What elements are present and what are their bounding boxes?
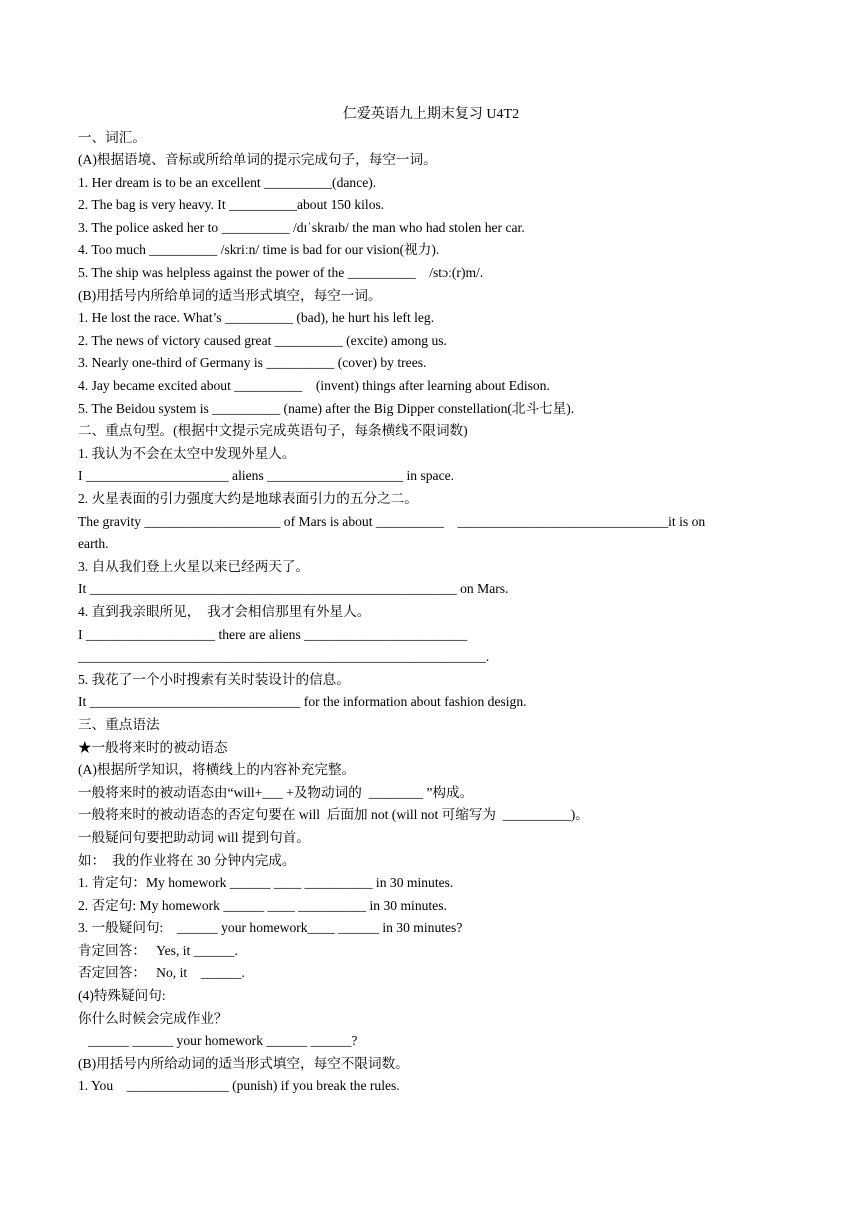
worksheet-line: 5. 我花了一个小时搜索有关时装设计的信息。 [78, 671, 350, 687]
worksheet-line: It ______________________________________________________ on Mars. [78, 581, 509, 597]
worksheet-line: 肯定回答： Yes, it ______. [78, 942, 238, 958]
worksheet-line: I ___________________ there are aliens ________________________ [78, 626, 468, 642]
worksheet-line: ______ ______ your homework ______ ______? [78, 1033, 358, 1049]
worksheet-line: 如： 我的作业将在 30 分钟内完成。 [78, 852, 296, 868]
worksheet-line: 2. The bag is very heavy. It __________about 150 kilos. [78, 197, 385, 213]
worksheet-line: 5. The ship was helpless against the power of the __________ /stɔː(r)m/. [78, 265, 484, 281]
worksheet-line: The gravity ____________________ of Mars is about __________ _______________________________it is on [78, 513, 706, 529]
worksheet-page [78, 104, 784, 1098]
worksheet-line: 一、词汇。 [78, 129, 146, 145]
worksheet-line: ____________________________________________________________. [78, 649, 490, 665]
worksheet-line: 2. The news of victory caused great __________ (excite) among us. [78, 332, 447, 348]
worksheet-line: 1. You _______________ (punish) if you break the rules. [78, 1078, 400, 1094]
worksheet-line: 3. 自从我们登上火星以来已经两天了。 [78, 558, 310, 574]
worksheet-line: (A)根据所学知识，将横线上的内容补充完整。 [78, 762, 356, 778]
worksheet-line: It _______________________________ for the information about fashion design. [78, 694, 527, 710]
worksheet-line: 1. 我认为不会在太空中发现外星人。 [78, 445, 296, 461]
worksheet-line: 你什么时候会完成作业？ [78, 1010, 228, 1026]
worksheet-line: earth. [78, 536, 109, 552]
worksheet-line: 4. Jay became excited about __________ (invent) things after learning about Edison. [78, 378, 550, 394]
worksheet-line: 3. The police asked her to __________ /dɪˈskraɪb/ the man who had stolen her car. [78, 219, 525, 235]
worksheet-line: 3. Nearly one-third of Germany is __________ (cover) by trees. [78, 355, 427, 371]
worksheet-line: 1. He lost the race. What’s __________ (bad), he hurt his left leg. [78, 310, 435, 326]
worksheet-line: (4)特殊疑问句: [78, 988, 166, 1004]
worksheet-line: 3. 一般疑问句: ______ your homework____ ______ in 30 minutes? [78, 920, 463, 936]
worksheet-line: 4. 直到我亲眼所见， 我才会相信那里有外星人。 [78, 603, 371, 619]
worksheet-line: 2. 否定句: My homework ______ ____ __________ in 30 minutes. [78, 897, 447, 913]
worksheet-line: (A)根据语境、音标或所给单词的提示完成句子，每空一词。 [78, 152, 437, 168]
worksheet-line: 5. The Beidou system is __________ (name) after the Big Dipper constellation(北斗七星). [78, 400, 575, 416]
worksheet-line: (B)用括号内所给单词的适当形式填空，每空一词。 [78, 287, 382, 303]
worksheet-line: 三、重点语法 [78, 716, 160, 732]
worksheet-line: 1. Her dream is to be an excellent __________(dance). [78, 174, 377, 190]
worksheet-line: 一般将来时的被动语态的否定句要在 will 后面加 not (will not 可缩写为 __________)。 [78, 807, 589, 823]
worksheet-title: 仁爱英语九上期末复习 U4T2 [342, 107, 520, 122]
worksheet-line: 4. Too much __________ /skriːn/ time is bad for our vision(视力). [78, 242, 440, 258]
worksheet-line: ★一般将来时的被动语态 [78, 739, 228, 755]
worksheet-line: 一般疑问句要把助动词 will 提到句首。 [78, 829, 310, 845]
worksheet-line: 2. 火星表面的引力强度大约是地球表面引力的五分之二。 [78, 491, 418, 506]
worksheet-line: (B)用括号内所给动词的适当形式填空，每空不限词数。 [78, 1055, 409, 1071]
worksheet-line: I _____________________ aliens ____________________ in space. [78, 468, 455, 484]
worksheet-line: 一般将来时的被动语态由“will+___ +及物动词的 ________ ”构成。 [78, 784, 474, 800]
worksheet-line: 二、重点句型。(根据中文提示完成英语句子，每条横线不限词数) [78, 423, 468, 439]
worksheet-line: 否定回答： No, it ______. [78, 965, 245, 981]
worksheet-body [78, 127, 784, 1099]
worksheet-line: 1. 肯定句：My homework ______ ____ __________ in 30 minutes. [78, 875, 454, 891]
